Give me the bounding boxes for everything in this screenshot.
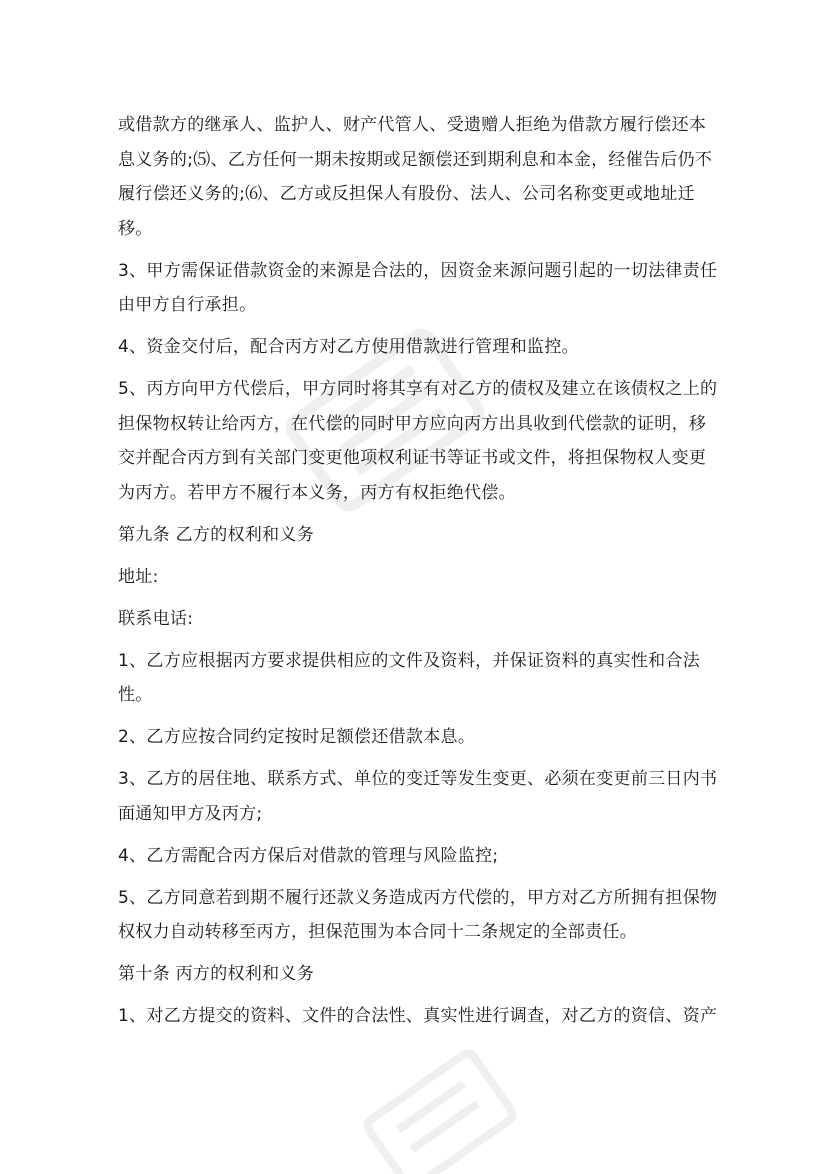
section-heading: 第十条 丙方的权利和义务: [118, 964, 315, 984]
paragraph: 5、乙方同意若到期不履行还款义务造成丙方代偿的，甲方对乙方所拥有担保物权权力自动转移至丙方，担保范围为本合同十二条规定的全部责任。: [118, 887, 718, 942]
paragraph: 1、对乙方提交的资料、文件的合法性、真实性进行调查，对乙方的资信、资产: [118, 1006, 718, 1026]
paragraph: 或借款方的继承人、监护人、财产代管人、受遗赠人拒绝为借款方履行偿还本息义务的;⑸、乙方任何一期未按期或足额偿还到期利息和本金，经催告后仍不履行偿还义务的;⑹、乙方或反担保人有股份、法人、公司名称变更或地址迁移。: [118, 115, 713, 239]
phone-label: 联系电话:: [118, 608, 194, 629]
paragraph: 3、乙方的居住地、联系方式、单位的变迁等发生变更、必须在变更前三日内书面通知甲方及丙方;: [118, 769, 718, 824]
paragraph: 4、乙方需配合丙方保后对借款的管理与风险监控;: [118, 845, 499, 866]
paragraph: 5、丙方向甲方代偿后，甲方同时将其享有对乙方的债权及建立在该债权之上的担保物权转让给丙方，在代偿的同时甲方应向丙方出具收到代偿款的证明，移交并配合丙方到有关部门变更他项权利证书等证书或文件，将担保物权人变更为丙方。若甲方不履行本义务，丙方有权拒绝代偿。: [118, 379, 718, 503]
paragraph: 4、资金交付后，配合丙方对乙方使用借款进行管理和监控。: [118, 337, 579, 357]
section-heading: 第九条 乙方的权利和义务: [118, 524, 315, 545]
address-label: 地址:: [118, 566, 159, 587]
watermark-logo-icon: [340, 1040, 540, 1174]
paragraph: 2、乙方应按合同约定按时足额偿还借款本息。: [118, 727, 476, 747]
paragraph: 3、甲方需保证借款资金的来源是合法的，因资金来源问题引起的一切法律责任由甲方自行承担。: [118, 260, 718, 315]
document-body: [118, 108, 718, 1041]
paragraph: 1、乙方应根据丙方要求提供相应的文件及资料，并保证资料的真实性和合法性。: [118, 650, 701, 705]
